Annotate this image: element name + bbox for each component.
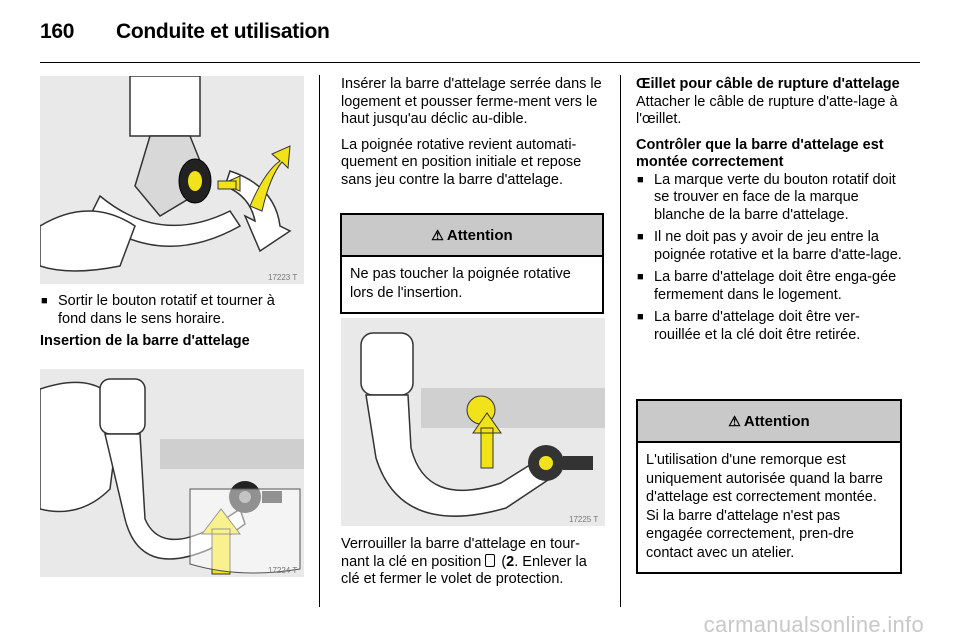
paragraph: Insérer la barre d'attelage serrée dans le logement et pousser ferme-ment vers le haut jusqu'au déclic au-dible. xyxy=(341,76,602,127)
column-divider-1 xyxy=(319,75,320,607)
column-2-text xyxy=(341,76,605,197)
warning-header xyxy=(638,401,900,443)
paragraph: La poignée rotative revient automati-quement en position initiale et repose sans jeu contre la barre d'attelage. xyxy=(341,136,582,188)
list-item: ■ La barre d'attelage doit être ver-rouillée et la clé doit être retirée. xyxy=(636,309,902,344)
section-heading: Œillet pour câble de rupture d'attelage xyxy=(636,76,900,92)
section-heading: Insertion de la barre d'attelage xyxy=(40,333,250,349)
figure-locked xyxy=(341,318,605,526)
column-divider-2 xyxy=(620,75,621,607)
section-heading: Contrôler que la barre d'attelage est montée correctement xyxy=(636,136,884,170)
list-item: ■ Sortir le bouton rotatif et tourner à fond dans le sens horaire. xyxy=(40,293,304,328)
list-item: ■ La marque verte du bouton rotatif doit se trouver en face de la marque blanche de la barre d'attelage. xyxy=(636,172,902,225)
page-number: 160 xyxy=(40,20,75,43)
key-position-number: 2 xyxy=(506,553,515,570)
column-1-text xyxy=(40,293,304,359)
figure-insertion xyxy=(40,369,304,577)
warning-text: Ne pas toucher la poignée rotative lors de l'insertion. xyxy=(350,266,571,301)
paragraph-part: Verrouiller la barre d'attelage en tour-nant la clé en position xyxy=(341,536,580,570)
paragraph-part: . Enlever la clé et fermer le volet de protection. xyxy=(341,553,587,587)
illustration-rotary-knob xyxy=(40,76,304,284)
warning-triangle-icon: ⚠ xyxy=(728,412,741,429)
list-item: ■ La barre d'attelage doit être enga-gée fermement dans le logement. xyxy=(636,269,902,304)
illustration-locked xyxy=(341,318,605,526)
warning-box xyxy=(636,399,902,574)
key-position-icon xyxy=(485,554,495,567)
header-rule xyxy=(40,62,920,63)
warning-box xyxy=(340,213,604,314)
figure-number: 17223 T xyxy=(268,273,298,282)
figure-number: 17225 T xyxy=(569,515,599,524)
paragraph: Attacher le câble de rupture d'atte-lage à l'œillet. xyxy=(636,93,898,127)
column-3-text xyxy=(636,76,902,349)
warning-title: Attention xyxy=(743,412,810,430)
column-2-lower-text xyxy=(341,536,605,597)
page-title: Conduite et utilisation xyxy=(116,20,330,43)
figure-number: 17224 T xyxy=(268,566,298,575)
warning-header xyxy=(342,215,602,257)
watermark: carmanualsonline.info xyxy=(703,612,924,637)
warning-triangle-icon: ⚠ xyxy=(431,226,444,243)
list-item: ■ Il ne doit pas y avoir de jeu entre la poignée rotative et la barre d'atte-lage. xyxy=(636,229,902,264)
warning-text: L'utilisation d'une remorque est uniquement autorisée quand la barre d'attelage est correctement montée. Si la barre d'attelage n'est pas engagée correctement, pren-dre contact avec un atelier. xyxy=(646,452,883,561)
paragraph: Verrouiller la barre d'attelage en tour-nant la clé en position (2. Enlever la clé et fermer le volet de protection. xyxy=(341,536,587,587)
illustration-insertion xyxy=(40,369,304,577)
figure-rotary-knob xyxy=(40,76,304,284)
check-list xyxy=(636,172,902,345)
warning-title: Attention xyxy=(446,226,513,244)
instruction-list xyxy=(40,293,304,328)
